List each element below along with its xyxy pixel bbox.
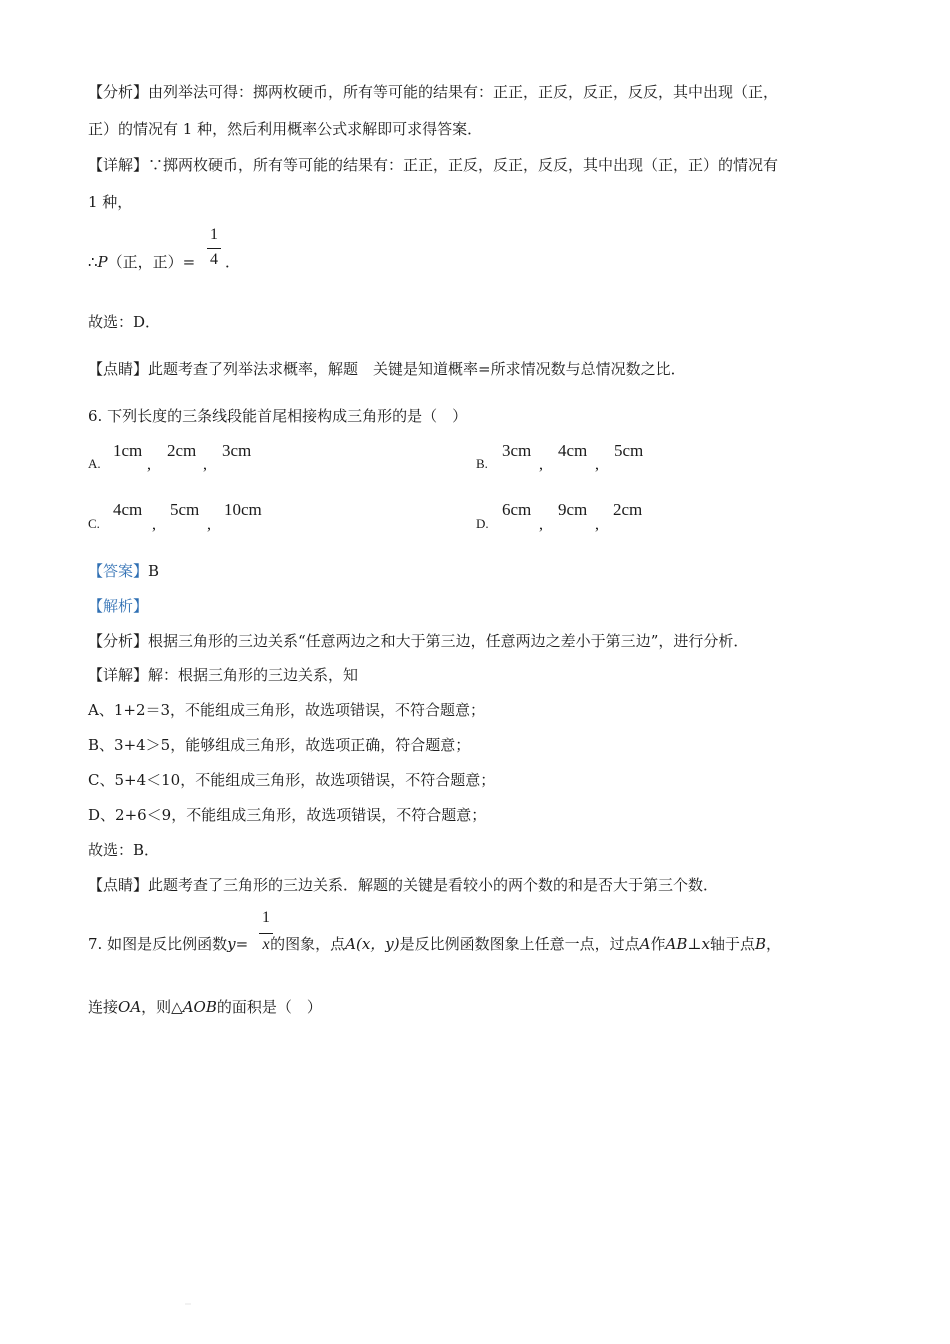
analysis-text: 根据三角形的三边关系“任意两边之和大于第三边，任意两边之差小于第三边”，进行分析． xyxy=(148,632,749,650)
q5-fraction xyxy=(207,226,221,272)
option-a-letter: A. xyxy=(88,456,101,471)
q5-detail-line-1 xyxy=(88,155,778,175)
comment-text: 此题考查了三角形的三边关系．解题的关键是看较小的两个数的和是否大于第三个数． xyxy=(148,876,719,894)
stem-text: 连接 xyxy=(88,998,119,1016)
option-c-letter: C. xyxy=(88,516,100,531)
q6-comment xyxy=(88,875,718,895)
option-b-value-2: 4cm xyxy=(558,441,588,460)
option-a-value-2: 2cm xyxy=(167,441,197,460)
comment-text: 此题考查了列举法求概率，解题 关键是知道概率=所求情况数与总情况数之比． xyxy=(148,360,686,378)
option-d-value-3: 2cm xyxy=(613,500,643,519)
q6-detail xyxy=(88,665,358,685)
option-c-value-3: 10cm xyxy=(224,500,262,519)
triangle-aob: AOB xyxy=(182,998,217,1016)
ab-perp-x: AB⊥x xyxy=(665,935,710,953)
q6-answer xyxy=(88,561,159,581)
fraction-bar xyxy=(207,248,221,249)
option-d-value-1: 6cm xyxy=(502,500,532,519)
y-equals: y= xyxy=(227,935,249,953)
comma: , xyxy=(203,456,207,473)
q7-fraction xyxy=(259,909,273,959)
probability-args: （正，正）= xyxy=(107,253,196,271)
comment-label: 【点睛】 xyxy=(88,876,149,894)
option-b-value-1: 3cm xyxy=(502,441,532,460)
option-a-value-1: 1cm xyxy=(113,441,143,460)
q6-stem: 6. 下列长度的三条线段能首尾相接构成三角形的是（ ） xyxy=(88,407,468,425)
detail-label: 【详解】 xyxy=(88,666,149,684)
stem-text: 7. 如图是反比例函数 xyxy=(88,935,228,953)
comma: , xyxy=(147,456,151,473)
stem-text: 是反比例函数图象上任意一点，过点 xyxy=(399,935,640,953)
q6-explain-label: 【解析】 xyxy=(88,597,149,615)
scan-mark xyxy=(185,1303,191,1305)
q6-choose: 故选：B． xyxy=(88,841,160,859)
stem-text: ， xyxy=(765,935,781,953)
analysis-label: 【分析】 xyxy=(88,632,149,650)
therefore-symbol: ∴ xyxy=(88,253,98,271)
segment-oa: OA xyxy=(118,998,142,1016)
fraction-bar xyxy=(259,933,273,934)
option-b-value-3: 5cm xyxy=(614,441,644,460)
q5-analysis-line-2: 正）的情况有 1 种，然后利用概率公式求解即可求得答案． xyxy=(88,120,483,138)
answer-value: B xyxy=(148,562,160,580)
option-c-value-2: 5cm xyxy=(170,500,200,519)
option-d-letter: D. xyxy=(476,516,489,531)
detail-label: 【详解】 xyxy=(88,156,149,174)
q5-probability-line xyxy=(88,252,195,272)
q6-line-a: A、1+2＝3，不能组成三角形，故选项错误，不符合题意； xyxy=(88,701,486,719)
point-b: B xyxy=(754,935,766,953)
comment-label: 【点睛】 xyxy=(88,360,149,378)
q7-stem-line-2 xyxy=(88,997,322,1017)
q5-choose: 故选：D． xyxy=(88,313,161,331)
q5-analysis-line-1 xyxy=(88,82,778,102)
detail-text: ∵掷两枚硬币，所有等可能的结果有：正正，正反，反正，反反，其中出现（正，正）的情况有 xyxy=(148,156,779,174)
point-a: A(x，y) xyxy=(345,935,400,953)
point-a-label: A xyxy=(639,935,651,953)
stem-text: 作 xyxy=(650,935,666,953)
stem-text: 轴于点 xyxy=(709,935,755,953)
q5-end-dot: ． xyxy=(225,253,241,271)
detail-text: 解：根据三角形的三边关系，知 xyxy=(148,666,359,684)
comma: , xyxy=(595,456,599,473)
q6-line-b: B、3+4＞5，能够组成三角形，故选项正确，符合题意； xyxy=(88,736,471,754)
option-d-value-2: 9cm xyxy=(558,500,588,519)
stem-text: 的面积是（ ） xyxy=(216,998,322,1016)
answer-label: 【答案】 xyxy=(88,562,149,580)
q6-line-d: D、2+6＜9，不能组成三角形，故选项错误，不符合题意； xyxy=(88,806,487,824)
comma: , xyxy=(207,516,211,533)
analysis-text: 由列举法可得：掷两枚硬币，所有等可能的结果有：正正，正反，反正，反反，其中出现（正， xyxy=(148,83,779,101)
fraction-denominator: 4 xyxy=(210,251,218,268)
q7-stem-line-1 xyxy=(88,934,781,954)
option-b-letter: B. xyxy=(476,456,488,471)
comma: , xyxy=(539,516,543,533)
fraction-denominator: x xyxy=(262,936,270,953)
option-a-value-3: 3cm xyxy=(222,441,252,460)
fraction-numerator: 1 xyxy=(262,909,270,926)
q5-comment xyxy=(88,359,686,379)
q6-analysis xyxy=(88,631,748,651)
comma: , xyxy=(152,516,156,533)
fraction-numerator: 1 xyxy=(210,226,218,243)
stem-text: 的图象，点 xyxy=(270,935,346,953)
q5-detail-line-2: 1 种， xyxy=(88,193,133,211)
analysis-label: 【分析】 xyxy=(88,83,149,101)
probability-symbol: P xyxy=(97,253,108,271)
q6-line-c: C、5+4＜10，不能组成三角形，故选项错误，不符合题意； xyxy=(88,771,496,789)
stem-text: ，则△ xyxy=(141,998,183,1016)
comma: , xyxy=(539,456,543,473)
comma: , xyxy=(595,516,599,533)
option-c-value-1: 4cm xyxy=(113,500,143,519)
